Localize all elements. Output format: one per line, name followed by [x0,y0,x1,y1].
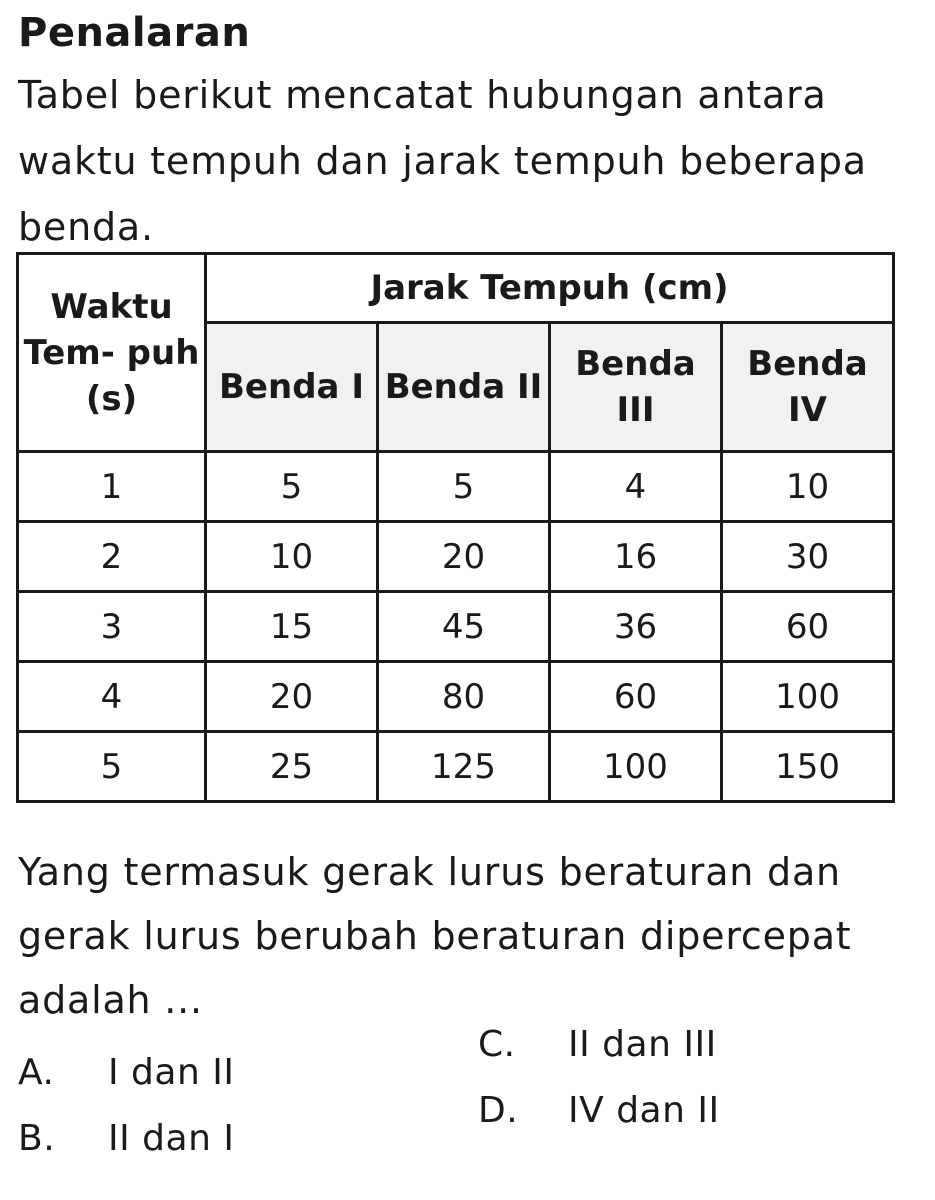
option-b[interactable] [18,1118,234,1159]
table-cell: 16 [550,522,722,592]
time-cell: 3 [18,592,206,662]
time-cell: 5 [18,732,206,802]
table-cell: 60 [722,592,894,662]
distance-header: Jarak Tempuh (cm) [206,254,894,323]
option-text: IV dan II [568,1090,720,1131]
table-row [18,732,894,802]
option-c[interactable] [478,1024,717,1065]
option-letter: B. [18,1118,56,1159]
table-cell: 30 [722,522,894,592]
option-a[interactable] [18,1052,234,1093]
table-row [18,592,894,662]
table-cell: 150 [722,732,894,802]
option-letter: D. [478,1090,519,1131]
question-text: Yang termasuk gerak lurus beraturan dan gerak lurus berubah beraturan dipercepat adalah ... [18,850,852,1022]
table-cell: 10 [206,522,378,592]
table-cell: 20 [378,522,550,592]
option-letter: C. [478,1024,516,1065]
section-heading: Penalaran [18,10,251,56]
column-header-benda-1: Benda I [206,323,378,452]
distance-time-table [16,252,895,803]
column-header-benda-2: Benda II [378,323,550,452]
column-header-benda-3: Benda III [550,323,722,452]
table-cell: 100 [550,732,722,802]
time-cell: 2 [18,522,206,592]
column-header-benda-4: Benda IV [722,323,894,452]
table-cell: 10 [722,452,894,522]
table-cell: 15 [206,592,378,662]
time-cell: 4 [18,662,206,732]
table-cell: 60 [550,662,722,732]
table-cell: 45 [378,592,550,662]
time-header: Waktu Tem- puh (s) [18,254,206,452]
option-text: II dan III [568,1024,717,1065]
table-cell: 5 [378,452,550,522]
table-cell: 125 [378,732,550,802]
table-cell: 25 [206,732,378,802]
option-text: I dan II [108,1052,235,1093]
table-row [18,452,894,522]
option-d[interactable] [478,1090,720,1131]
option-text: II dan I [108,1118,235,1159]
table-cell: 36 [550,592,722,662]
table-cell: 20 [206,662,378,732]
table-row [18,662,894,732]
table-cell: 80 [378,662,550,732]
intro-paragraph: Tabel berikut mencatat hubungan antara waktu tempuh dan jarak tempuh beberapa benda. [18,73,867,249]
table-row [18,522,894,592]
time-cell: 1 [18,452,206,522]
table-cell: 100 [722,662,894,732]
table-cell: 4 [550,452,722,522]
option-letter: A. [18,1052,55,1093]
table-cell: 5 [206,452,378,522]
